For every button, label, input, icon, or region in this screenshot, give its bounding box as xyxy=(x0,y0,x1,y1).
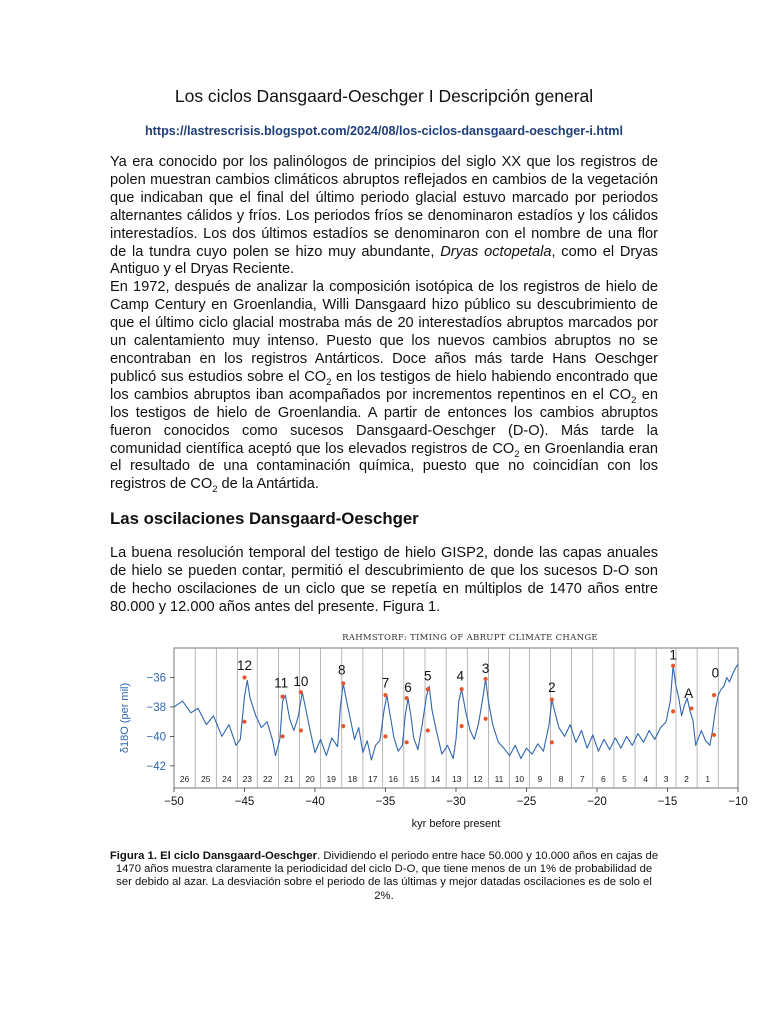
box-label: 20 xyxy=(305,774,315,784)
y-tick-label: −42 xyxy=(146,760,166,773)
co2-subscript: 2 xyxy=(514,448,520,460)
box-label: 26 xyxy=(179,774,190,784)
event-marker xyxy=(405,740,409,744)
box-label: 7 xyxy=(579,774,585,784)
x-tick-label: −40 xyxy=(305,796,325,808)
box-label: 5 xyxy=(622,774,627,784)
event-label: 11 xyxy=(274,675,289,691)
paragraph-history-text: En 1972, después de analizar la composición isotópica de los registros de hielo de Camp Century en Groenlandia, Willi Dansgaard hizo público su descubrimiento de que el último ciclo glacial mostraba más de 20 interestadíos abruptos marcados por un calentamiento muy intenso. Puesto que los nuevos cambios abruptos no se encontraban en los registros Antárticos. Doce años más tarde Hans Oeschger publicó sus estudios sobre el CO xyxy=(110,279,658,385)
x-tick-label: −35 xyxy=(375,796,396,808)
box-label: 17 xyxy=(368,774,378,784)
box-label: 19 xyxy=(326,774,336,784)
paragraph-history-text-5: de la Antártida. xyxy=(217,476,319,493)
event-marker xyxy=(383,734,387,738)
box-label: 14 xyxy=(430,774,441,784)
box-label: 9 xyxy=(537,774,543,784)
event-marker xyxy=(484,717,488,721)
event-marker xyxy=(280,695,284,699)
x-tick-label: −10 xyxy=(728,796,748,808)
caption-text: . Dividiendo el periodo entre hace 50.000 y 10.000 años en cajas de 1470 años muestra claramente la periodicidad del ciclo D-O, que tiene menos de un 1% de probabilidad de ser debido al azar. La desviación sobre el periodo de las últimas y mejor datadas oscilaciones es de solo el 2%. xyxy=(115,850,659,902)
paragraph-history-text-2: en los testigos de hielo habiendo encontrado que los cambios abruptos iban acompañados por incrementos repentinos en el CO xyxy=(110,368,658,403)
box-label: 3 xyxy=(663,774,669,784)
box-label: 6 xyxy=(600,774,606,784)
box-label: 10 xyxy=(514,774,525,784)
event-marker xyxy=(712,733,716,737)
x-axis-label: kyr before present xyxy=(411,818,501,830)
event-marker xyxy=(550,740,554,744)
figure-chart xyxy=(100,628,750,833)
event-label: A xyxy=(684,686,694,701)
box-label: 1 xyxy=(705,774,711,784)
box-label: 23 xyxy=(242,774,253,784)
event-marker xyxy=(405,696,409,700)
chart-svg xyxy=(100,628,750,833)
document-title: Los ciclos Dansgaard-Oeschger I Descripción general xyxy=(174,86,594,106)
x-tick-label: −25 xyxy=(516,796,537,808)
y-tick-label: −36 xyxy=(146,672,166,685)
event-label: 3 xyxy=(481,660,490,676)
box-label: 16 xyxy=(388,774,398,784)
co2-subscript: 2 xyxy=(631,394,637,406)
section-heading: Las oscilaciones Dansgaard-Oeschger xyxy=(110,509,419,528)
paragraph-intro xyxy=(110,154,658,494)
event-label: 4 xyxy=(456,668,464,684)
co2-subscript: 2 xyxy=(212,484,218,496)
box-label: 11 xyxy=(494,774,504,784)
event-marker xyxy=(426,687,430,691)
co2-subscript: 2 xyxy=(326,376,332,388)
event-marker xyxy=(671,709,675,713)
event-marker xyxy=(242,720,246,724)
event-marker xyxy=(460,724,464,728)
event-marker xyxy=(383,693,387,697)
event-marker xyxy=(299,728,303,732)
event-marker xyxy=(280,734,284,738)
paragraph-intro-text: Ya era conocido por los palinólogos de principios del siglo XX que los registros de polen muestran cambios climáticos abruptos reflejados en cambios de la vegetación que indicaban que el final del último periodo glacial estuvo marcado por periodos alternantes cálidos y fríos. Los periodos fríos se denominaron estadíos y los cálidos interestadíos. Los dos últimos estadíos se denominaron con el nombre de una flor de la tundra cuyo polen se hizo muy abundante, xyxy=(110,154,658,260)
event-marker xyxy=(689,706,693,710)
box-label: 8 xyxy=(558,774,564,784)
event-marker xyxy=(550,697,554,701)
chart-title: RAHMSTORF: TIMING OF ABRUPT CLIMATE CHANGE xyxy=(342,633,598,643)
x-tick-label: −50 xyxy=(164,796,184,808)
x-tick-label: −30 xyxy=(446,796,466,808)
x-tick-label: −20 xyxy=(587,796,607,808)
event-marker xyxy=(460,687,464,691)
box-label: 12 xyxy=(473,774,483,784)
event-label: 5 xyxy=(424,668,432,684)
box-label: 2 xyxy=(684,774,689,784)
event-marker xyxy=(341,724,345,728)
source-link[interactable]: https://lastrescrisis.blogspot.com/2024/08/los-ciclos-dansgaard-oeschger-i.html xyxy=(144,124,623,138)
event-label: 6 xyxy=(404,680,412,696)
event-label: 8 xyxy=(338,662,346,678)
event-marker xyxy=(299,690,303,694)
box-label: 15 xyxy=(409,774,420,784)
species-name: Dryas octopetala xyxy=(440,243,552,260)
event-marker xyxy=(341,681,345,685)
box-label: 13 xyxy=(451,774,462,784)
event-marker xyxy=(426,728,430,732)
box-label: 4 xyxy=(643,774,649,784)
event-label: 0 xyxy=(711,665,720,681)
y-tick-label: −40 xyxy=(146,731,166,744)
paragraph-intro-text-end: , como el Dryas Antiguo y el Dryas Reciente. xyxy=(110,243,659,278)
paragraph-oscillations: La buena resolución temporal del testigo de hielo GISP2, donde las capas anuales de hielo se pueden contar, permitió el descubrimiento de que los sucesos D-O son de hecho oscilaciones de un ciclo que se repetía en múltiplos de 1470 años entre 80.000 y 12.000 años antes del presente. Figura 1. xyxy=(110,545,658,615)
x-tick-label: −15 xyxy=(657,796,678,808)
box-label: 25 xyxy=(200,774,211,784)
box-label: 24 xyxy=(222,774,232,784)
x-tick-label: −45 xyxy=(234,796,255,808)
event-label: 1 xyxy=(669,647,677,663)
y-tick-label: −38 xyxy=(146,701,166,714)
event-marker xyxy=(242,675,246,679)
event-label: 10 xyxy=(293,674,309,690)
event-marker xyxy=(671,664,675,668)
paragraph-history-text-4: en Groenlandia eran el resultado de una contaminación química, puesto que no coincidían con los registros de CO xyxy=(110,440,658,493)
event-marker xyxy=(712,693,716,697)
box-label: 22 xyxy=(263,774,273,784)
box-label: 18 xyxy=(347,774,358,784)
event-label: 12 xyxy=(236,658,253,673)
figure-caption xyxy=(108,850,660,903)
event-label: 2 xyxy=(548,680,556,696)
caption-bold: Figura 1. El ciclo Dansgaard-Oeschger xyxy=(109,850,318,862)
box-label: 21 xyxy=(284,774,294,784)
event-label: 7 xyxy=(381,675,390,691)
paragraph-history-text-3: en los testigos de hielo de Groenlandia. A partir de entonces los cambios abruptos fueron conocidos como sucesos Dansgaard-Oeschger (D-O). Más tarde la comunidad científica aceptó que los elevados registros de CO xyxy=(110,386,658,457)
event-marker xyxy=(484,677,488,681)
y-axis-label: δ18O (per mil) xyxy=(119,682,131,754)
